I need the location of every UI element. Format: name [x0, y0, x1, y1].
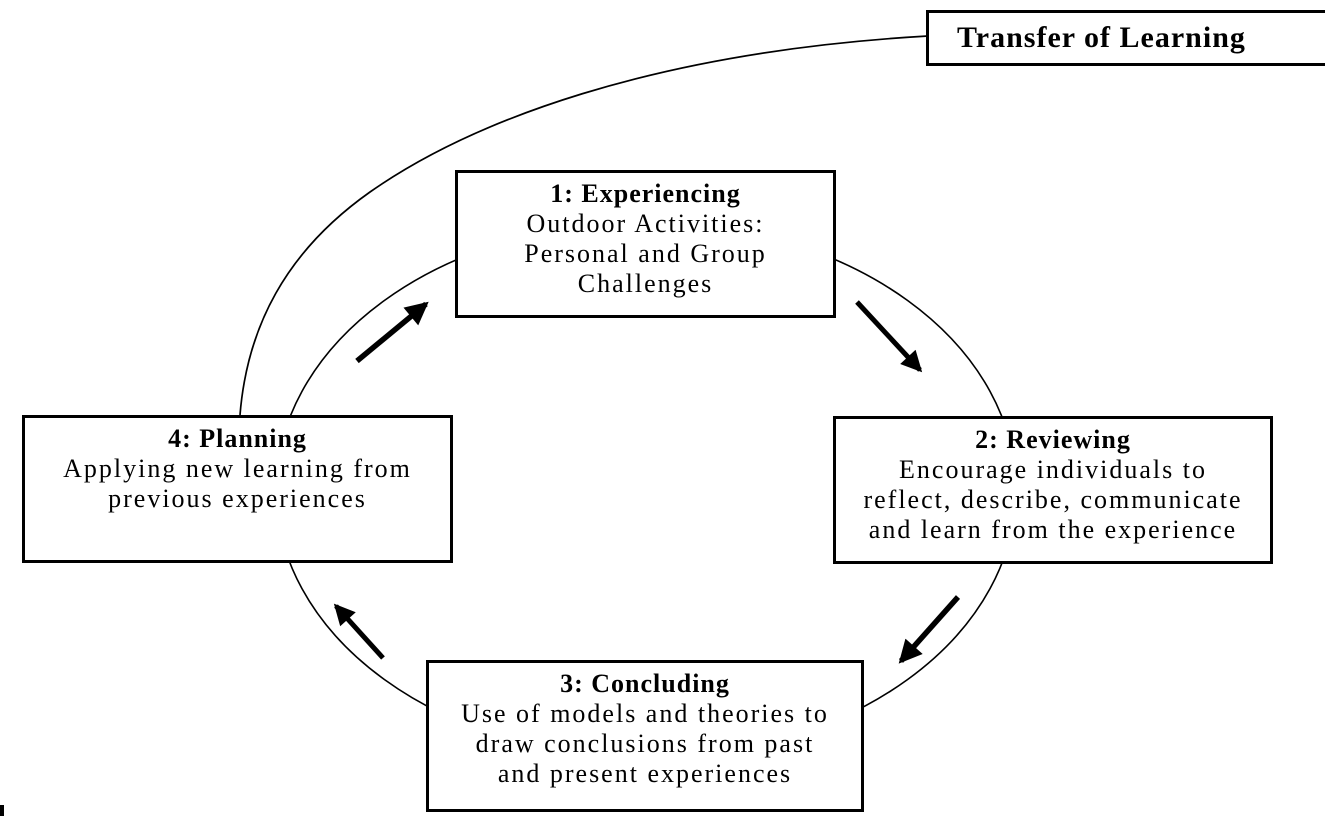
node-concluding: [426, 660, 864, 812]
node-experiencing-line: Challenges: [577, 269, 714, 298]
node-reviewing-line: reflect, describe, communicate: [863, 485, 1243, 514]
node-concluding-line: Use of models and theories to: [461, 699, 829, 728]
node-concluding-line: draw conclusions from past: [475, 729, 815, 758]
node-experiencing-line: Outdoor Activities:: [526, 209, 765, 238]
node-planning: [22, 415, 453, 563]
node-reviewing-title: 2: Reviewing: [975, 425, 1131, 454]
node-planning-line: Applying new learning from: [63, 454, 412, 483]
node-experiencing-title: 1: Experiencing: [550, 179, 741, 208]
arrow-concluding-to-planning: [336, 606, 383, 658]
transfer-of-learning-label: Transfer of Learning: [957, 21, 1246, 54]
node-concluding-line: and present experiences: [497, 759, 793, 788]
transfer-of-learning-box: [926, 10, 1325, 66]
node-planning-title: 4: Planning: [168, 424, 307, 453]
node-experiencing: [455, 170, 836, 318]
node-planning-line: previous experiences: [108, 484, 367, 513]
node-reviewing: [833, 416, 1273, 564]
node-concluding-title: 3: Concluding: [560, 669, 730, 698]
node-reviewing-line: Encourage individuals to: [899, 455, 1207, 484]
arrow-experiencing-to-reviewing: [857, 302, 920, 370]
arrow-reviewing-to-concluding: [901, 597, 958, 661]
node-experiencing-line: Personal and Group: [524, 239, 767, 268]
arrow-planning-to-experiencing: [357, 304, 426, 361]
stray-mark: [0, 805, 4, 816]
node-reviewing-line: and learn from the experience: [868, 515, 1238, 544]
